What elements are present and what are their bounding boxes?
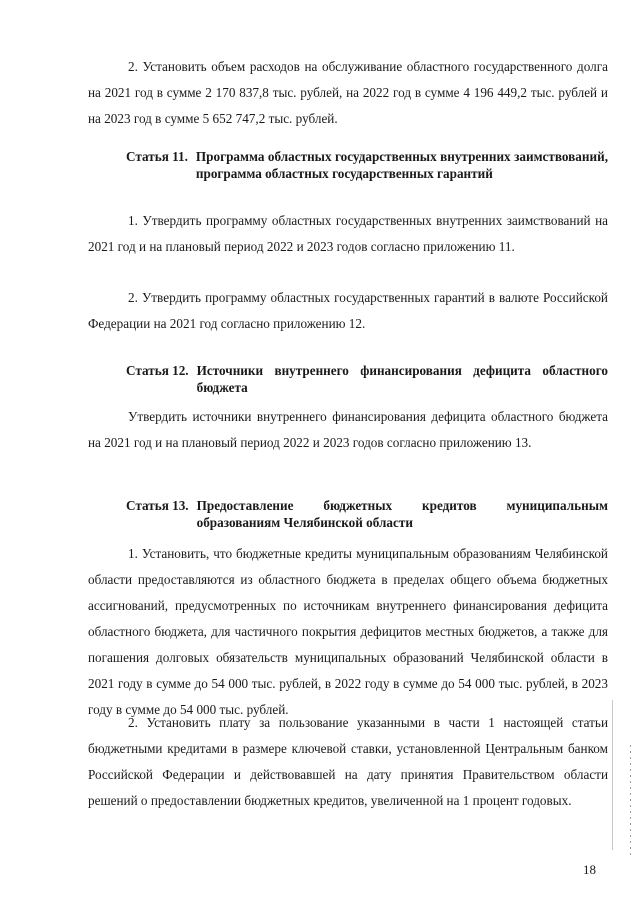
article-title: Предоставление бюджетных кредитов муниципальным образованиям Челябинской области [196, 498, 608, 530]
article-title: Программа областных государственных внутренних заимствований, программа областных государственных гарантий [195, 149, 608, 181]
paragraph-deficit-sources: Утвердить источники внутреннего финансирования дефицита областного бюджета на 2021 год и на плановый период 2022 и 2023 годов согласно приложению 13. [88, 409, 608, 450]
article-12-heading [126, 362, 608, 396]
article-13-heading [126, 497, 608, 531]
article-number: Статья 11. [126, 149, 188, 164]
paragraph-debt-service: 2. Установить объем расходов на обслуживание областного государственного долга на 2021 год в сумме 2 170 837,8 тыс. рублей, на 2022 год в сумме 4 196 449,2 тыс. рублей и на 2023 год в сумме 5 652 747,2 тыс. рублей. [88, 59, 608, 126]
scan-edge-line [612, 700, 613, 850]
article-title: Источники внутреннего финансирования дефицита областного бюджета [196, 363, 608, 395]
paragraph-budget-credits: 1. Установить, что бюджетные кредиты муниципальным образованиям Челябинской области предоставляются из областного бюджета в пределах общего объема бюджетных ассигнований, предусмотренных по источникам внутреннего финансирования дефицита областного бюджета, для частичного покрытия дефицитов местных бюджетов, а также для погашения долговых обязательств муниципальных образований Челябинской области в 2021 году в сумме до 54 000 тыс. рублей, в 2022 году в сумме до 54 000 тыс. рублей, в 2023 году в сумме до 54 000 тыс. рублей. [88, 546, 608, 717]
paragraph-credit-fee: 2. Установить плату за пользование указанными в части 1 настоящей статьи бюджетными кредитами в размере ключевой ставки, установленной Центральным банком Российской Федерации и действовавшей на дату принятия Правительством области решений о предоставлении бюджетных кредитов, увеличенной на 1 процент годовых. [88, 715, 608, 808]
paragraph-borrowing-program: 1. Утвердить программу областных государственных внутренних заимствований на 2021 год и на плановый период 2022 и 2023 годов согласно приложению 11. [88, 213, 608, 254]
article-11-heading [126, 148, 608, 182]
article-number: Статья 12. [126, 363, 189, 378]
article-number: Статья 13. [126, 498, 189, 513]
page-number: 18 [583, 862, 596, 877]
paragraph-guarantee-program: 2. Утвердить программу областных государственных гарантий в валюте Российской Федерации на 2021 год согласно приложению 12. [88, 290, 608, 331]
scan-edge-dots [630, 745, 631, 855]
